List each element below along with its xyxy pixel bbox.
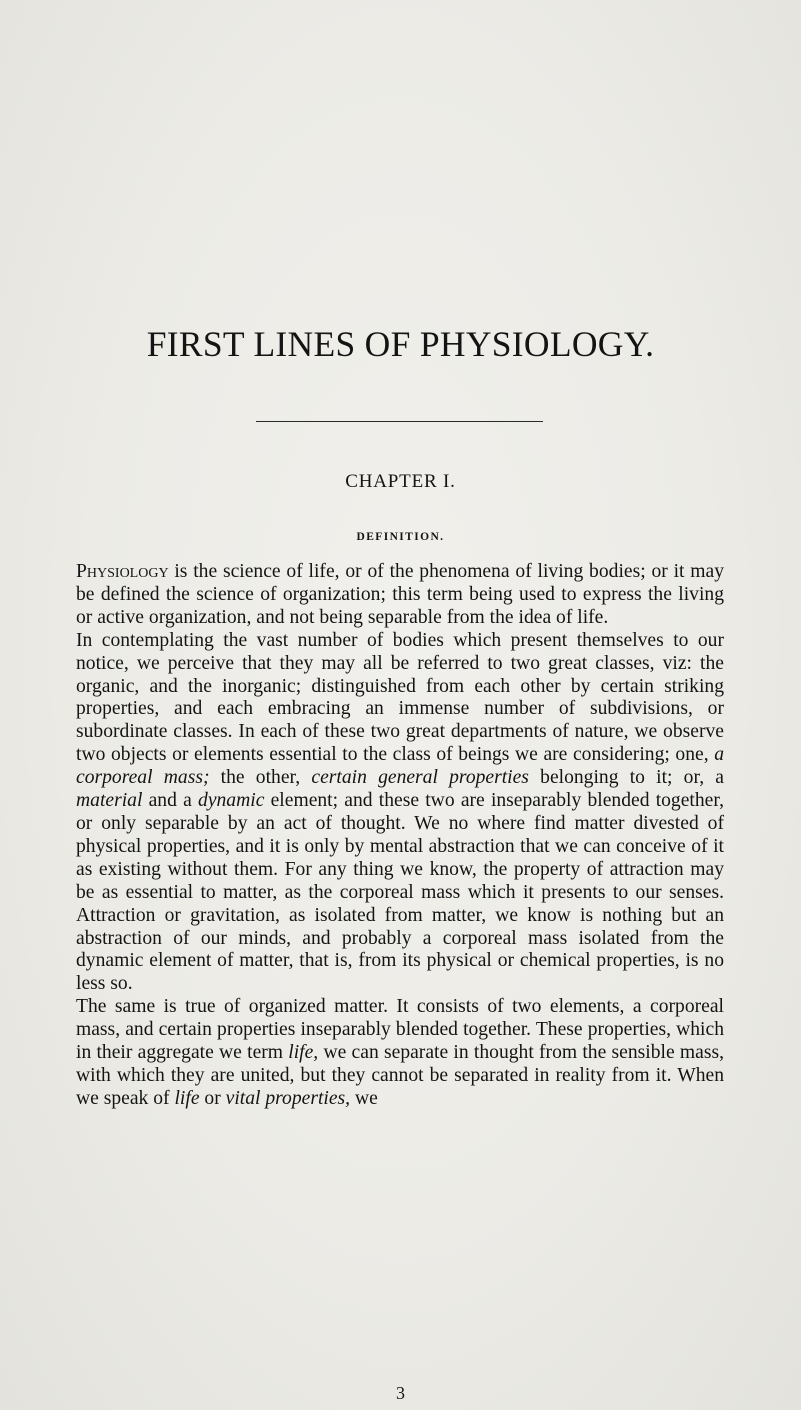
italic-phrase: a corporeal mass; bbox=[76, 744, 724, 789]
paragraph-2 bbox=[76, 630, 724, 997]
italic-phrase: dynamic bbox=[198, 790, 265, 812]
text-segment: we can separate in thought from the sensible mass, with which they are united, but they cannot be separated in reality from it. When we speak of bbox=[76, 1042, 724, 1109]
chapter-heading: CHAPTER I. bbox=[345, 471, 456, 492]
text-segment: and a bbox=[142, 790, 199, 812]
section-heading: DEFINITION. bbox=[356, 531, 445, 543]
italic-phrase: vital properties, bbox=[225, 1087, 351, 1109]
text-segment: we bbox=[350, 1087, 378, 1109]
text-segment: The same is true of organized matter. It consists of two elements, a corporeal mass, and certain properties inseparably blended together. These properties, which in their aggregate we term bbox=[76, 996, 724, 1064]
text-segment: In contemplating the vast number of bodies which present themselves to our notice, we perceive that they may all be referred to two great classes, viz: the organic, and the inorganic; distinguished from each other by certain striking properties, and each embracing an immense number of subdivisions, or subordinate classes. In each of these two great departments of nature, we observe two objects or elements essential to the class of beings we are considering; one, bbox=[76, 629, 724, 766]
italic-phrase: life bbox=[174, 1087, 200, 1109]
book-title: FIRST LINES OF PHYSIOLOGY. bbox=[146, 324, 655, 364]
italic-phrase: certain general properties bbox=[311, 767, 529, 789]
paragraph-3 bbox=[76, 996, 724, 1111]
italic-phrase: life, bbox=[288, 1042, 319, 1064]
text-segment: the other, bbox=[209, 767, 312, 789]
italic-phrase: material bbox=[76, 790, 143, 812]
text-segment: or bbox=[199, 1087, 226, 1109]
page-number: 3 bbox=[396, 1383, 405, 1403]
text-segment: is the science of life, or of the phenomena of living bodies; or it may be defined the science of organization; this term being used to express the living or active organization, and not being separable from the idea of life. bbox=[76, 561, 724, 628]
paragraph-lead-word: Physiology bbox=[76, 561, 169, 582]
title-divider-rule bbox=[256, 421, 543, 422]
body-text bbox=[76, 561, 724, 1111]
text-segment: belonging to it; or, a bbox=[528, 767, 724, 789]
paragraph-1 bbox=[76, 561, 724, 630]
text-segment: element; and these two are inseparably blended together, or only separable by an act of thought. We no where find matter divested of physical properties, and it is only by mental abstraction that we can conceive of it as existing without them. For any thing we know, the property of attraction may be as essential to matter, as the corporeal mass which it presents to our senses. Attraction or gravitation, as isolated from matter, we know is nothing but an abstraction of our minds, and probably a corporeal mass isolated from the dynamic element of matter, that is, from its physical or chemical properties, is no less so. bbox=[76, 790, 725, 995]
